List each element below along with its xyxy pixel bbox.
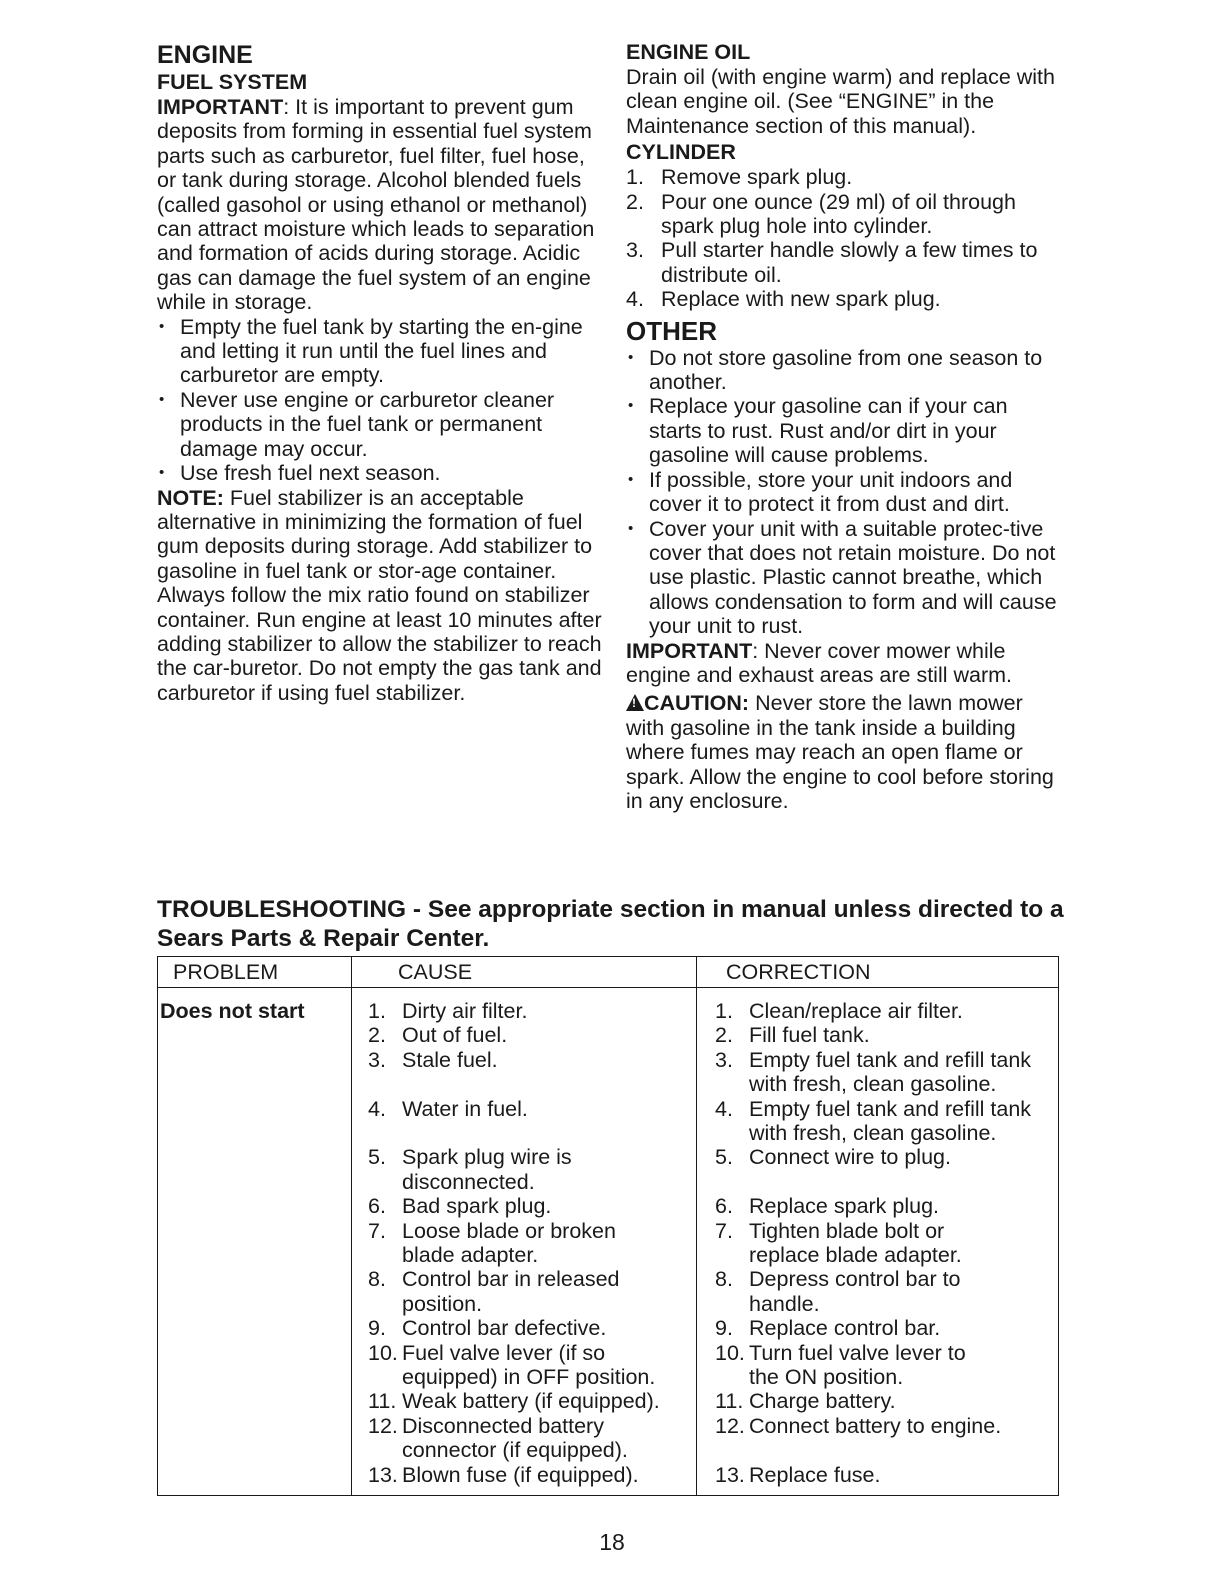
- item-text: Empty fuel tank and refill tank with fresh, clean gasoline.: [749, 1047, 1032, 1097]
- item-number: 11.: [715, 1389, 744, 1414]
- step-number: 1.: [626, 165, 644, 190]
- item-text: Stale fuel.: [402, 1047, 498, 1072]
- item-text: Blown fuse (if equipped).: [402, 1462, 639, 1487]
- item-text: Bad spark plug.: [402, 1194, 552, 1219]
- item-text: Connect battery to engine.: [749, 1413, 1002, 1438]
- caution-text: Never store the lawn mower with gasoline in the tank inside a building where fumes may reach an open flame or spark. Allow the engine to cool before storing in any enclosure.: [626, 691, 1054, 813]
- step-number: 3.: [626, 238, 644, 263]
- other-heading: OTHER: [626, 315, 717, 346]
- bullet-item: • If possible, store your unit indoors and cover it to protect it from dust and dirt.: [626, 468, 1058, 517]
- item-number: 7.: [368, 1218, 386, 1243]
- item-number: 4.: [368, 1096, 386, 1121]
- item-text: Replace spark plug.: [749, 1194, 940, 1219]
- important-label: IMPORTANT: [157, 95, 284, 119]
- step-text: Replace with new spark plug.: [661, 287, 941, 312]
- item-number: 6.: [368, 1194, 386, 1219]
- item-number: 13.: [715, 1462, 745, 1487]
- column-header-correction: CORRECTION: [726, 960, 871, 984]
- engine-oil-text: Drain oil (with engine warm) and replace with clean engine oil. (See “ENGINE” in the Maintenance section of this manual).: [626, 65, 1055, 138]
- item-number: 3.: [715, 1047, 733, 1072]
- page-number: 18: [599, 1529, 625, 1555]
- fuel-system-important-paragraph: [157, 95, 602, 315]
- item-number: 10.: [368, 1340, 398, 1365]
- item-number: 9.: [715, 1316, 733, 1341]
- item-number: 6.: [715, 1194, 733, 1219]
- item-text: Empty fuel tank and refill tank with fresh, clean gasoline.: [749, 1096, 1032, 1145]
- left-column: [157, 40, 602, 705]
- important-label: IMPORTANT: [626, 638, 753, 663]
- item-number: 10.: [715, 1340, 745, 1365]
- item-text: Clean/replace air filter.: [749, 999, 963, 1023]
- item-text: Depress control bar to handle.: [749, 1267, 961, 1316]
- item-text: Disconnected battery connector (if equipped).: [402, 1413, 628, 1463]
- item-text: Replace fuse.: [749, 1462, 881, 1487]
- note-text: Fuel stabilizer is an acceptable alternative in minimizing the formation of fuel gum deposits during storage. Add stabilizer to gasoline in fuel tank or stor-age container. Always follow the mix ratio found on stabilizer container. Run engine at least 10 minutes after adding stabilizer to allow the stabilizer to reach the car-buretor. Do not empty the gas tank and carburetor if using fuel stabilizer.: [157, 485, 602, 705]
- item-number: 4.: [715, 1096, 733, 1121]
- step-number: 2.: [626, 189, 644, 214]
- item-text: Fill fuel tank.: [749, 1023, 870, 1048]
- other-bullet-list: [626, 346, 1058, 639]
- item-text: Replace control bar.: [749, 1316, 941, 1341]
- right-column: [626, 40, 1058, 813]
- item-number: 8.: [715, 1267, 733, 1292]
- item-number: 7.: [715, 1218, 733, 1243]
- troubleshooting-heading: TROUBLESHOOTING - See appropriate section in manual unless directed to a Sears Parts & Repair Center.: [157, 896, 1064, 952]
- item-text: Fuel valve lever (if so equipped) in OFF position.: [402, 1340, 656, 1389]
- step-text: Remove spark plug.: [661, 165, 853, 190]
- other-important-paragraph: [626, 639, 1058, 688]
- item-number: 12.: [368, 1413, 398, 1438]
- column-header-cause: CAUSE: [398, 960, 473, 984]
- item-number: 1.: [715, 999, 733, 1023]
- item-number: 3.: [368, 1047, 386, 1072]
- bullet-item: • Use fresh fuel next season.: [157, 461, 602, 485]
- bullet-item: • Replace your gasoline can if your can starts to rust. Rust and/or dirt in your gasoline will cause problems.: [626, 394, 1058, 467]
- caution-paragraph: [626, 691, 1058, 813]
- item-number: 5.: [715, 1145, 733, 1170]
- caution-label: CAUTION:: [644, 691, 750, 716]
- bullet-item: • Do not store gasoline from one season to another.: [626, 346, 1058, 395]
- item-text: Spark plug wire is disconnected.: [402, 1145, 572, 1194]
- item-number: 5.: [368, 1145, 386, 1170]
- column-header-problem: PROBLEM: [173, 960, 279, 984]
- table-header-divider: [158, 987, 1058, 988]
- item-text: Control bar defective.: [402, 1316, 607, 1341]
- table-divider: [351, 957, 352, 1495]
- item-text: Connect wire to plug.: [749, 1145, 951, 1170]
- engine-heading: ENGINE: [157, 41, 253, 69]
- problem-cell: Does not start: [160, 999, 305, 1023]
- item-text: Charge battery.: [749, 1389, 896, 1414]
- cylinder-step: [626, 238, 1058, 287]
- item-text: Weak battery (if equipped).: [402, 1389, 660, 1414]
- item-number: 1.: [368, 999, 386, 1023]
- item-text: Tighten blade bolt or replace blade adapter.: [749, 1218, 962, 1267]
- troubleshooting-table: [157, 956, 1059, 1496]
- item-text: Dirty air filter.: [402, 999, 528, 1023]
- step-number: 4.: [626, 287, 644, 312]
- note-label: NOTE:: [157, 485, 224, 510]
- item-number: 12.: [715, 1413, 745, 1438]
- item-number: 2.: [715, 1023, 733, 1048]
- fuel-system-bullet-list: [157, 315, 602, 486]
- step-text: Pour one ounce (29 ml) of oil through spark plug hole into cylinder.: [661, 189, 1016, 239]
- item-text: Out of fuel.: [402, 1023, 508, 1048]
- bullet-item: • Never use engine or carburetor cleaner products in the fuel tank or permanent damage may occur.: [157, 388, 602, 461]
- important-text: : It is important to prevent gum deposits from forming in essential fuel system parts such as carburetor, fuel filter, fuel hose, or tank during storage. Alcohol blended fuels (called gasohol or using ethanol or methanol) can attract moisture which leads to separation and formation of acids during storage. Acidic gas can damage the fuel system of an engine while in storage.: [157, 95, 595, 315]
- item-text: Loose blade or broken blade adapter.: [402, 1218, 616, 1267]
- cylinder-steps: [626, 165, 1058, 311]
- cylinder-step: [626, 287, 1058, 311]
- step-text: Pull starter handle slowly a few times to distribute oil.: [661, 238, 1038, 287]
- engine-oil-heading: ENGINE OIL: [626, 40, 751, 64]
- important-text: : Never cover mower while engine and exhaust areas are still warm.: [626, 638, 1013, 687]
- fuel-system-heading: FUEL SYSTEM: [157, 70, 308, 94]
- item-number: 13.: [368, 1462, 398, 1487]
- item-number: 8.: [368, 1267, 386, 1292]
- item-text: Turn fuel valve lever to the ON position.: [749, 1340, 966, 1389]
- cylinder-step: [626, 165, 1058, 189]
- item-text: Water in fuel.: [402, 1096, 528, 1121]
- bullet-item: • Empty the fuel tank by starting the en-gine and letting it run until the fuel lines and carburetor are empty.: [157, 315, 602, 388]
- item-text: Control bar in released position.: [402, 1267, 620, 1316]
- cylinder-step: [626, 190, 1058, 239]
- warning-triangle-icon: [626, 694, 644, 711]
- item-number: 2.: [368, 1023, 386, 1048]
- note-paragraph: [157, 486, 602, 706]
- bullet-item: • Cover your unit with a suitable protec-tive cover that does not retain moisture. Do not use plastic. Plastic cannot breathe, which allows condensation to form and will cause your unit to rust.: [626, 517, 1058, 639]
- item-number: 11.: [368, 1389, 397, 1414]
- cylinder-heading: CYLINDER: [626, 140, 736, 165]
- item-number: 9.: [368, 1316, 386, 1341]
